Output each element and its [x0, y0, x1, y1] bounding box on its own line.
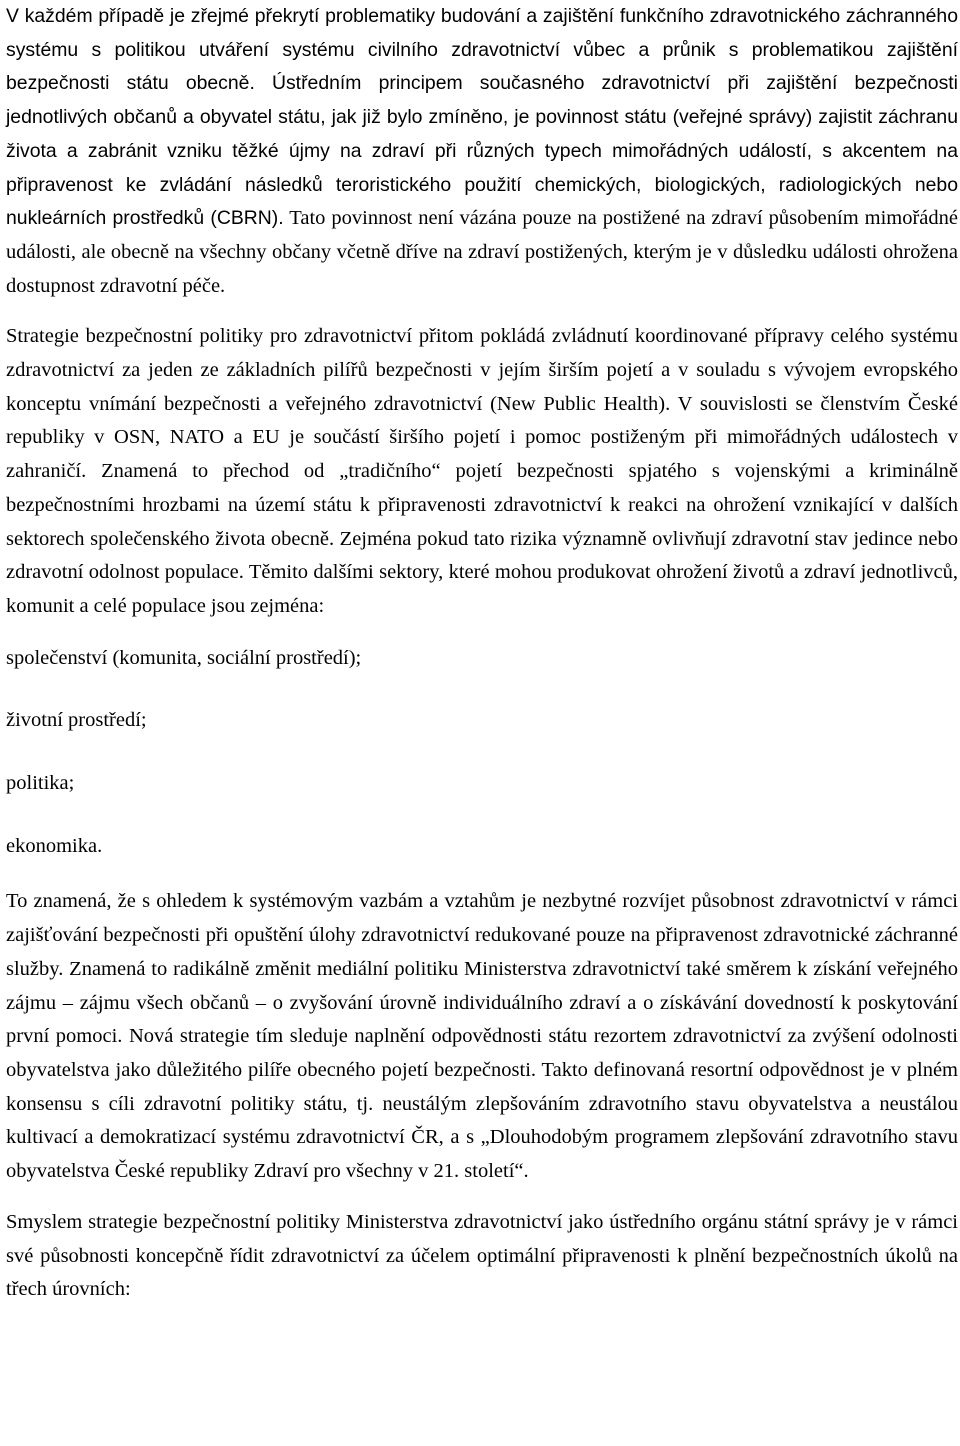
- list-item-environment: životní prostředí;: [6, 709, 147, 732]
- list-item-economy: ekonomika.: [6, 834, 103, 857]
- paragraph-1-serif-part: Tato povinnost není vázána pouze na postižené na zdraví působením mimořádné události, ale obecně na všechny občany včetně dříve na zdraví postižených, kterým je v důsledku události ohrožena dostupnost zdravotní péče.: [6, 207, 958, 297]
- document-page: [6, 0, 958, 1307]
- paragraph-1: [6, 0, 958, 303]
- list-item-politics: politika;: [6, 772, 75, 795]
- paragraph-3: To znamená, že s ohledem k systémovým vazbám a vztahům je nezbytné rozvíjet působnost zdravotnictví v rámci zajišťování bezpečnosti při opuštění úlohy zdravotnictví redukované pouze na připravenost zdravotnické záchranné služby. Znamená to radikálně změnit mediální politiku Ministerstva zdravotnictví také směrem k získání veřejného zájmu – zájmu všech občanů – o zvyšování úrovně individuálního zdraví a o získávání dovedností k poskytování první pomoci. Nová strategie tím sleduje naplnění odpovědnosti státu rezortem zdravotnictví za zvýšení odolnosti obyvatelstva jako důležitého pilíře obecného pojetí bezpečnosti. Takto definovaná resortní odpovědnost je v plném konsensu s cíli zdravotní politiky státu, tj. neustálým zlepšováním zdravotního stavu obyvatelstva a neustálou kultivací a demokratizací systému zdravotnictví ČR, a s „Dlouhodobým programem zlepšování zdravotního stavu obyvatelstva České republiky Zdraví pro všechny v 21. století“.: [6, 890, 958, 1183]
- list-item-community: společenství (komunita, sociální prostředí);: [6, 646, 362, 669]
- paragraph-1-sans-part: V každém případě je zřejmé překrytí problematiky budování a zajištění funkčního zdravotnického záchranného systému s politikou utváření systému civilního zdravotnictví vůbec a průnik s problematikou zajištění bezpečnosti státu obecně. Ústředním principem současného zdravotnictví při zajištění bezpečnosti jednotlivých občanů a obyvatel státu, jak již bylo zmíněno, je povinnost státu (veřejné správy) zajistit záchranu života a zabránit vzniku těžké újmy na zdraví při různých typech mimořádných událostí, s akcentem na připravenost ke zvládání následků teroristického použití chemických, biologických, radiologických nebo nukleárních prostředků (CBRN).: [6, 5, 958, 230]
- paragraph-4: Smyslem strategie bezpečnostní politiky Ministerstva zdravotnictví jako ústředního orgánu státní správy je v rámci své působnosti koncepčně řídit zdravotnictví za účelem optimální připravenosti k plnění bezpečnostních úkolů na třech úrovních:: [6, 1210, 958, 1301]
- paragraph-2: Strategie bezpečnostní politiky pro zdravotnictví přitom pokládá zvládnutí koordinované přípravy celého systému zdravotnictví za jeden ze základních pilířů bezpečnosti v jejím širším pojetí a v souladu s vývojem evropského konceptu vnímání bezpečnosti a veřejného zdravotnictví (New Public Health). V souvislosti se členstvím České republiky v OSN, NATO a EU je součástí širšího pojetí i pomoc postiženým při mimořádných událostech v zahraničí. Znamená to přechod od „tradičního“ pojetí bezpečnosti spjatého s vojenskými a kriminálně bezpečnostními hrozbami na území státu k připravenosti zdravotnictví k reakci na ohrožení vznikající v dalších sektorech společenského života obecně. Zejména pokud tato rizika významně ovlivňují zdravotní stav jedince nebo zdravotní odolnost populace. Těmito dalšími sektory, které mohou produkovat ohrožení životů a zdraví jednotlivců, komunit a celé populace jsou zejména:: [6, 325, 958, 617]
